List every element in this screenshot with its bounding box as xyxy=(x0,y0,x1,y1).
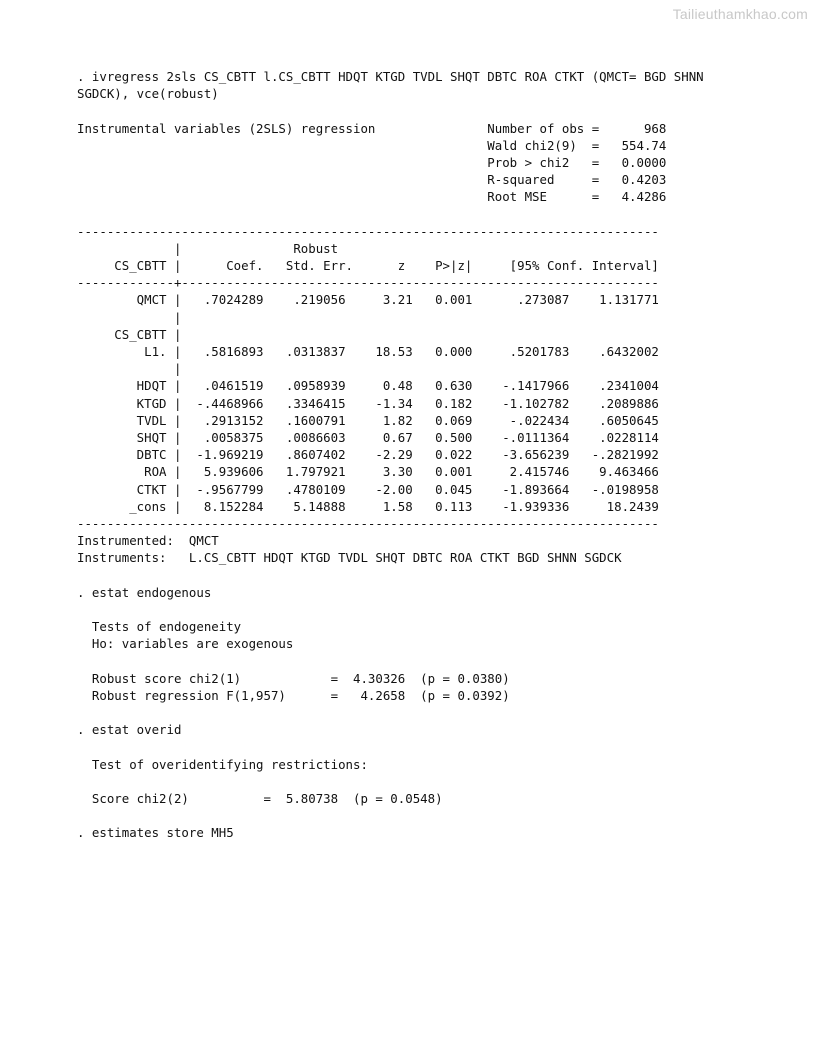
log-line: | xyxy=(77,309,182,325)
log-line: CS_CBTT | Coef. Std. Err. z P>|z| [95% Conf. Interval] xyxy=(77,258,659,274)
log-line: Tests of endogeneity xyxy=(77,619,242,634)
log-line: Root MSE = 4.4286 xyxy=(77,189,667,205)
log-line: Robust regression F(1,957) = 4.2658 (p = 0.0392) xyxy=(77,687,510,703)
log-line: SHQT | .0058375 .0086603 0.67 0.500 -.0111364 .0228114 xyxy=(77,429,659,445)
log-line: Ho: variables are exogenous xyxy=(77,636,294,652)
log-line: Instrumental variables (2SLS) regression Number of obs = 968 xyxy=(77,120,667,136)
log-line: Score chi2(2) = 5.80738 (p = 0.0548) xyxy=(77,790,443,806)
log-line xyxy=(77,773,704,790)
log-line: L1. | .5816893 .0313837 18.53 0.000 .5201783 .6432002 xyxy=(77,344,659,359)
log-line xyxy=(77,566,704,583)
log-line: QMCT | .7024289 .219056 3.21 0.001 .273087 1.131771 xyxy=(77,292,659,308)
log-line: . estat overid xyxy=(77,722,182,738)
log-line: | xyxy=(77,361,182,377)
log-line xyxy=(77,807,704,824)
log-line: Prob > chi2 = 0.0000 xyxy=(77,154,667,170)
log-line: SGDCK), vce(robust) xyxy=(77,86,219,102)
log-line: DBTC | -1.969219 .8607402 -2.29 0.022 -3.656239 -.2821992 xyxy=(77,447,659,463)
log-line: . ivregress 2sls CS_CBTT l.CS_CBTT HDQT KTGD TVDL SHQT DBTC ROA CTKT (QMCT= BGD SHNN xyxy=(77,69,704,84)
log-line: Instruments: L.CS_CBTT HDQT KTGD TVDL SHQT DBTC ROA CTKT BGD SHNN SGDCK xyxy=(77,550,622,566)
log-line xyxy=(77,738,704,755)
log-line: . estimates store MH5 xyxy=(77,825,234,841)
log-line: _cons | 8.152284 5.14888 1.58 0.113 -1.939336 18.2439 xyxy=(77,498,659,514)
log-line: R-squared = 0.4203 xyxy=(77,172,667,188)
watermark: Tailieuthamkhao.com xyxy=(672,6,808,22)
log-line: CTKT | -.9567799 .4780109 -2.00 0.045 -1.893664 -.0198958 xyxy=(77,481,659,497)
log-line: KTGD | -.4468966 .3346415 -1.34 0.182 -1.102782 .2089886 xyxy=(77,395,659,411)
log-line: | Robust xyxy=(77,240,339,256)
log-line xyxy=(77,704,704,721)
log-line: . estat endogenous xyxy=(77,584,212,600)
log-line xyxy=(77,601,704,618)
log-line: Wald chi2(9) = 554.74 xyxy=(77,137,667,153)
log-line: Test of overidentifying restrictions: xyxy=(77,756,368,772)
log-line: ------------------------------------------------------------------------------ xyxy=(77,515,659,531)
log-line xyxy=(77,206,704,223)
log-line: TVDL | .2913152 .1600791 1.82 0.069 -.022434 .6050645 xyxy=(77,412,659,428)
log-line xyxy=(77,652,704,669)
log-line: -------------+---------------------------------------------------------------- xyxy=(77,275,659,291)
log-line: HDQT | .0461519 .0958939 0.48 0.630 -.1417966 .2341004 xyxy=(77,378,659,394)
log-line: ------------------------------------------------------------------------------ xyxy=(77,223,659,239)
stata-output-log xyxy=(77,68,704,841)
log-line: Robust score chi2(1) = 4.30326 (p = 0.0380) xyxy=(77,670,510,686)
log-line xyxy=(77,102,704,119)
log-line: Instrumented: QMCT xyxy=(77,533,219,549)
log-line: ROA | 5.939606 1.797921 3.30 0.001 2.415746 9.463466 xyxy=(77,464,659,480)
log-line: CS_CBTT | xyxy=(77,326,182,342)
